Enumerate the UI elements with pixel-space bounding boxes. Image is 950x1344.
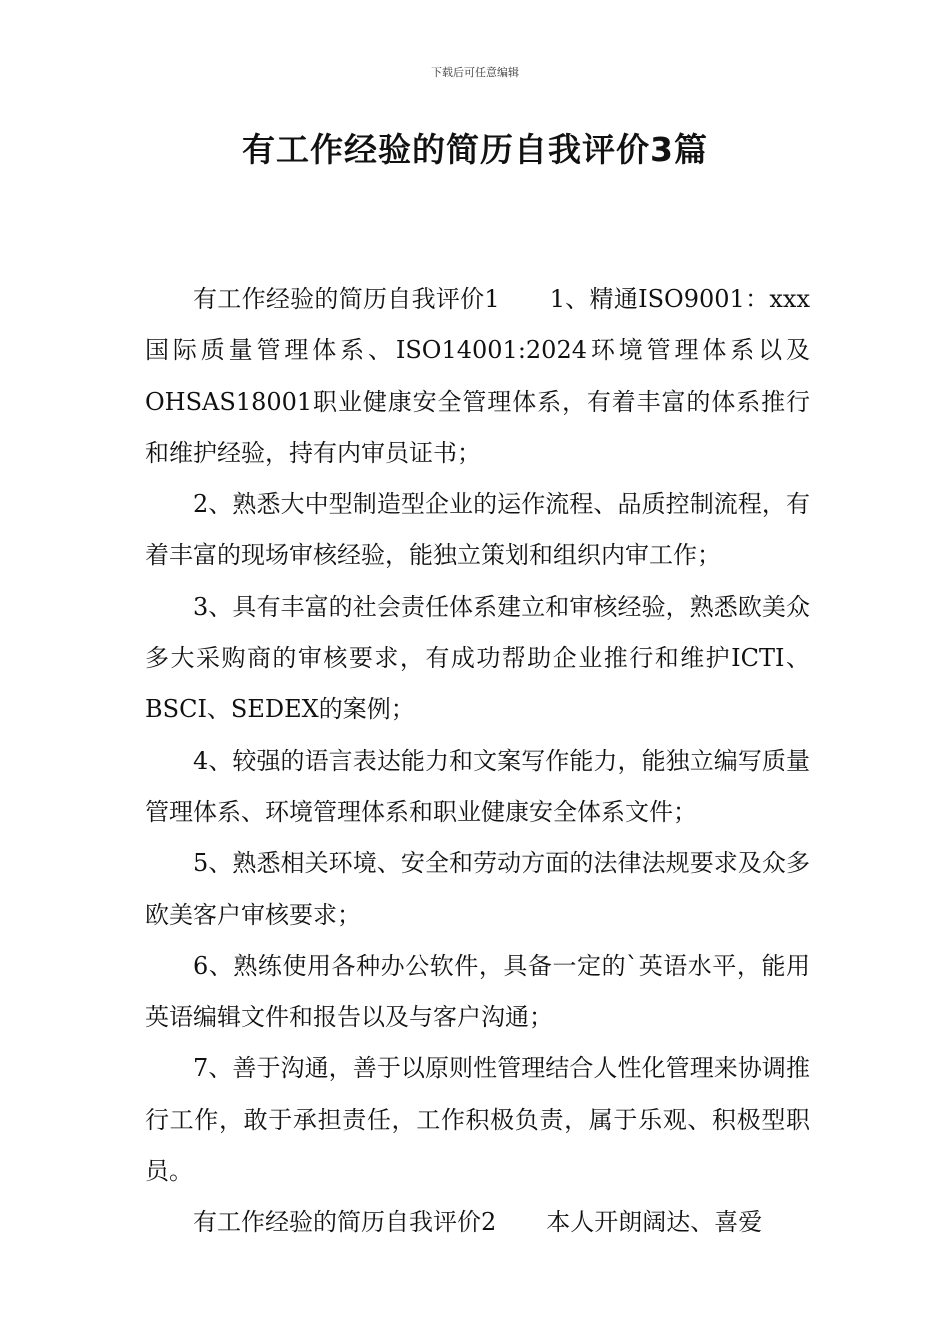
section-intro: 本人开朗阔达、喜爱 <box>546 1208 763 1237</box>
list-item: 4、较强的语言表达能力和文案写作能力，能独立编写质量管理体系、环境管理体系和职业健康安全体系文件； <box>145 746 810 826</box>
paragraph <box>145 1197 810 1248</box>
list-item: 1、精通ISO9001：xxx国际质量管理体系、ISO14001:2024环境管理体系以及OHSAS18001职业健康安全管理体系，有着丰富的体系推行和维护经验，持有内审员证书； <box>145 285 810 467</box>
section-heading: 有工作经验的简历自我评价2 <box>193 1208 497 1237</box>
document-body <box>145 274 810 1249</box>
section-heading: 有工作经验的简历自我评价1 <box>193 285 500 313</box>
list-item: 3、具有丰富的社会责任体系建立和审核经验，熟悉欧美众多大采购商的审核要求，有成功帮助企业推行和维护ICTI、BSCI、SEDEX的案例； <box>145 592 810 724</box>
paragraph <box>145 274 810 479</box>
document-title: 有工作经验的简历自我评价3篇 <box>242 130 708 169</box>
header-note: 下载后可任意编辑 <box>431 66 519 79</box>
list-item: 7、善于沟通，善于以原则性管理结合人性化管理来协调推行工作，敢于承担责任，工作积极负责，属于乐观、积极型职员。 <box>145 1054 810 1186</box>
list-item: 6、熟练使用各种办公软件，具备一定的`英语水平，能用英语编辑文件和报告以及与客户沟通； <box>145 951 810 1032</box>
list-item: 2、熟悉大中型制造型企业的运作流程、品质控制流程，有着丰富的现场审核经验，能独立策划和组织内审工作； <box>145 490 810 570</box>
list-item: 5、熟悉相关环境、安全和劳动方面的法律法规要求及众多欧美客户审核要求； <box>145 849 810 929</box>
